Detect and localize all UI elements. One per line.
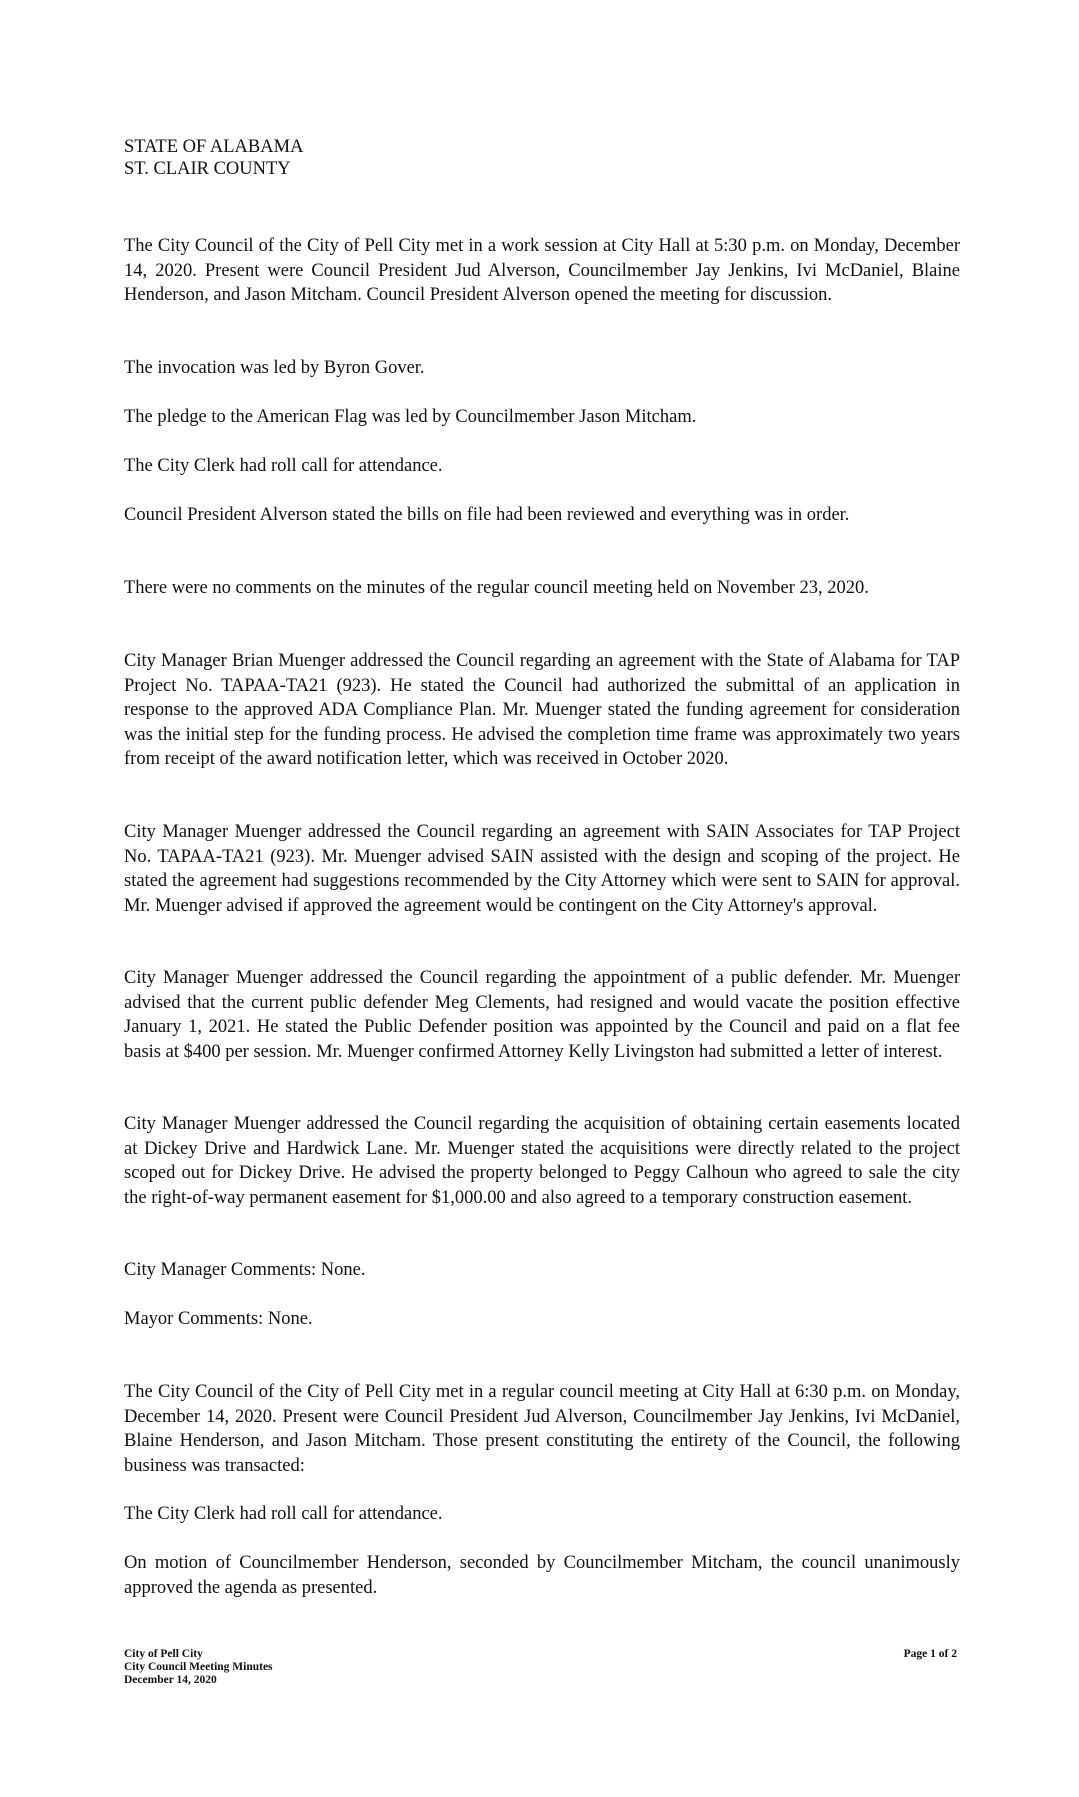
footer-date: December 14, 2020 bbox=[124, 1674, 217, 1686]
paragraph-regular-roll-call: The City Clerk had roll call for attendance. bbox=[124, 1504, 443, 1524]
paragraph-easements: City Manager Muenger addressed the Council regarding the acquisition of obtaining certain easements located at Dickey Drive and Hardwick Lane. Mr. Muenger stated the acquisitions were directly related to the project scoped out for Dickey Drive. He advised the property belonged to Peggy Calhoun who agreed to sale the city the right-of-way permanent easement for $1,000.00 and also agreed to a temporary construction easement. bbox=[124, 1114, 960, 1208]
paragraph-roll-call: The City Clerk had roll call for attendance. bbox=[124, 456, 443, 476]
paragraph-public-defender: City Manager Muenger addressed the Council regarding the appointment of a public defender. Mr. Muenger advised that the current public defender Meg Clements, had resigned and would vacate the position effective January 1, 2021. He stated the Public Defender position was appointed by the Council and paid on a flat fee basis at $400 per session. Mr. Muenger confirmed Attorney Kelly Livingston had submitted a letter of interest. bbox=[124, 968, 960, 1062]
paragraph-bills-review: Council President Alverson stated the bills on file had been reviewed and everything was in order. bbox=[124, 505, 850, 525]
page-number: Page 1 of 2 bbox=[903, 1648, 957, 1660]
document-header bbox=[124, 136, 303, 180]
footer-doc-title: City Council Meeting Minutes bbox=[124, 1661, 273, 1673]
footer-info bbox=[124, 1648, 273, 1687]
county-heading: ST. CLAIR COUNTY bbox=[124, 159, 291, 179]
paragraph-sain-agreement: City Manager Muenger addressed the Council regarding an agreement with SAIN Associates for TAP Project No. TAPAA-TA21 (923). Mr. Muenger advised SAIN assisted with the design and scoping of the project. He stated the agreement had suggestions recommended by the City Attorney which were sent to SAIN for approval. Mr. Muenger advised if approved the agreement would be contingent on the City Attorney's approval. bbox=[124, 822, 960, 916]
paragraph-work-session-intro: The City Council of the City of Pell City met in a work session at City Hall at 5:30 p.m. on Monday, December 14, 2020. Present were Council President Jud Alverson, Councilmember Jay Jenkins, Ivi McDaniel, Blaine Henderson, and Jason Mitcham. Council President Alverson opened the meeting for discussion. bbox=[124, 236, 960, 305]
paragraph-regular-meeting-intro: The City Council of the City of Pell City met in a regular council meeting at City Hall at 6:30 p.m. on Monday, December 14, 2020. Present were Council President Jud Alverson, Councilmember Jay Jenkins, Ivi McDaniel, Blaine Henderson, and Jason Mitcham. Those present constituting the entirety of the Council, the following business was transacted: bbox=[124, 1382, 960, 1476]
paragraph-invocation: The invocation was led by Byron Gover. bbox=[124, 358, 425, 378]
paragraph-pledge: The pledge to the American Flag was led by Councilmember Jason Mitcham. bbox=[124, 407, 697, 427]
paragraph-minutes-comments: There were no comments on the minutes of the regular council meeting held on November 23, 2020. bbox=[124, 578, 869, 598]
footer-org: City of Pell City bbox=[124, 1648, 203, 1660]
paragraph-mayor-comments: Mayor Comments: None. bbox=[124, 1309, 313, 1329]
paragraph-agenda-approval: On motion of Councilmember Henderson, seconded by Councilmember Mitcham, the council unanimously approved the agenda as presented. bbox=[124, 1553, 960, 1598]
paragraph-tap-state-agreement: City Manager Brian Muenger addressed the Council regarding an agreement with the State of Alabama for TAP Project No. TAPAA-TA21 (923). He stated the Council had authorized the submittal of an application in response to the approved ADA Compliance Plan. Mr. Muenger stated the funding agreement for consideration was the initial step for the funding process. He advised the completion time frame was approximately two years from receipt of the award notification letter, which was received in October 2020. bbox=[124, 651, 960, 769]
state-heading: STATE OF ALABAMA bbox=[124, 137, 304, 157]
paragraph-city-manager-comments: City Manager Comments: None. bbox=[124, 1260, 366, 1280]
